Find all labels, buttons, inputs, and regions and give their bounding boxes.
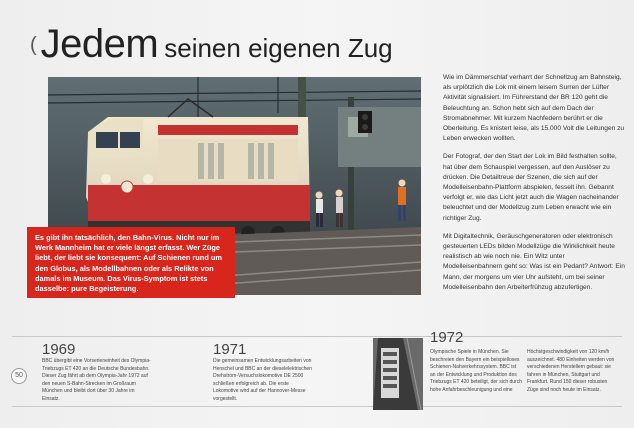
year-1972: 1972 [430, 329, 464, 346]
timeline [0, 330, 634, 428]
year-1972-text-2: Höchstgeschwindigkeit von 120 km/h auszeichnet. 480 Einheiten werden von verschiedenen Herstellern gebaut: sie fahren in München, Stuttgart und Frankfurt. Rund 150 dieser robusten Züge sind noch heute im Einsatz. [527, 349, 615, 393]
year-1971-text: Die gemeinsamen Entwicklungsarbeiten von Henschel und BBC an der dieselelektrischen Drehstrom-Versuchslokomotive DE 2500 schließen erfolgreich ab. Die erste Lokomotive wird auf der Hannover-Messe vorgestellt. [213, 358, 312, 402]
sbahn-photo-thumbnail [373, 338, 423, 410]
timeline-bottom-rule [12, 406, 622, 407]
page-number: 50 [11, 368, 27, 384]
title-main: Jedem [40, 22, 159, 66]
timeline-top-rule [12, 336, 622, 337]
title-rest: seinen eigenen Zug [164, 33, 393, 63]
intro-callout: Es gibt ihn tatsächlich, den Bahn-Virus. Nicht nur im Werk Mannheim hat er viele längst erfasst. Wer Züge liebt, der liebt sie konsequent: Auf Schienen rund um den Globus, als Modellbahnen oder als Relikte von damals im Museum. Das Virus-Symptom ist stets dasselbe: pure Begeisterung. [27, 227, 235, 298]
year-1969: 1969 [42, 341, 76, 358]
year-1972-text-1: Olympische Spiele in München. Sie beschreien den Bayern ein beispielloses Schienen-Nahverkehrssystem. BBC ist an der Entwicklung und Produktion des Triebzugs ET 420 beteiligt, der sich durch hohe Anfahrbeschleunigung und eine [430, 349, 522, 393]
sbahn-illustration [373, 338, 423, 410]
title-bracket: ( [30, 34, 37, 56]
article-body [443, 73, 625, 301]
year-1969-text: BBC übergibt eine Vorserieneinheit des Olympia-Triebzugs ET 420 an die Deutsche Bundesbahn. Dieser Zug fährt ab dem Olympia-Jahr 1972 auf den neuen S-Bahn-Strecken im Großraum München und bleibt dort über 30 Jahre im Einsatz. [42, 358, 151, 402]
body-paragraph-2: Der Fotograf, der den Start der Lok im Bild festhalten sollte, hat über dem Schauspiel vergessen, auf den Auslöser zu drücken. Die Detailtreue der Szenen, die sich auf der Modelleisenbahn-Plattform abspielen, fesselt ihn. Gebannt verfolgt er, wie das Licht jetzt auch die Wagen nacheinander beleuchtet und der Modellzug zum Leben erwacht wie ein richtiger Zug. [443, 153, 619, 222]
page-title [30, 22, 393, 67]
body-paragraph-3: Mit Digitaltechnik, Geräuschgeneratoren oder elektronisch gesteuerten LEDs bilden Modellzüge die Wirklichkeit heute realistisch ab wie noch nie. Ein Witz unter Modelleisenbahnern geht so: Was ist ein Pedant? Antwort: Ein Mann, der morgens um vier Uhr aufsteht, um bei seiner Modelleisenbahn den Arbeiterfrühzug abzufertigen. [443, 232, 625, 291]
year-1971: 1971 [213, 341, 247, 358]
body-paragraph-1: Wie im Dämmerschlaf verharrt der Schnellzug am Bahnsteig, als urplötzlich die Lok mit einem leisem Surren der Lüfter Aktivität signalisiert. Im Führerstand der BR 120 geht die Beleuchtung an. Schon hebt sich auf dem Dach der Stromabnehmer. Mit kurzem Nachfedern berührt er die Oberleitung. Es knistert leise, als 15.000 Volt die Leitungen zu Leben erwecken wollten. [443, 74, 625, 143]
